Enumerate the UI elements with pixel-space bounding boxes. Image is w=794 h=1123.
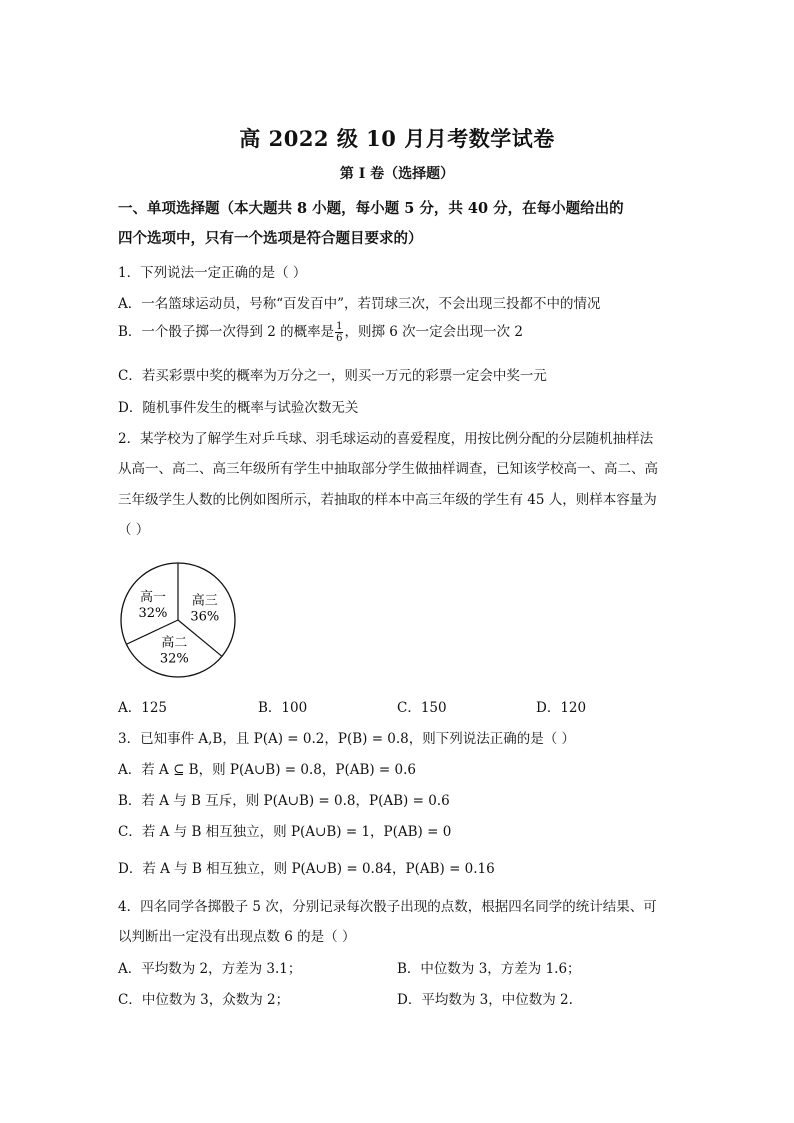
q2-option-a: A．125 [118,700,168,716]
q1-option-b [118,320,523,344]
q2-line1: 2．某学校为了解学生对乒乓球、羽毛球运动的喜爱程度，用按比例分配的分层随机抽样法 [118,431,654,447]
q1-option-a: A．一名篮球运动员，号称“百发百中”，若罚球三次，不会出现三投都不中的情况 [118,296,601,312]
q3-stem: 3．已知事件 A,B，且 P(A) = 0.2，P(B) = 0.8，则下列说法正确的是（ ） [118,731,576,747]
section-heading-line1: 一、单项选择题（本大题共 8 小题，每小题 5 分，共 40 分，在每小题给出的 [118,200,624,217]
q1-stem: 1．下列说法一定正确的是（ ） [118,265,307,281]
pie-chart [118,560,238,680]
q4-option-b: B．中位数为 3，方差为 1.6； [397,961,581,977]
fraction [335,321,343,344]
fraction-denominator: 6 [336,333,343,344]
q1-option-b-post: ，则掷 6 次一定会出现一次 2 [344,324,524,340]
q3-option-b: B．若 A 与 B 互斥，则 P(A∪B) = 0.8，P(AB) = 0.6 [118,793,450,809]
q4-option-c: C．中位数为 3，众数为 2； [118,992,290,1008]
q3-option-c: C．若 A 与 B 相互独立，则 P(A∪B) = 1，P(AB) = 0 [118,824,452,840]
q4-option-a: A．平均数为 2，方差为 3.1； [118,961,302,977]
q2-option-c: C．150 [397,700,447,716]
q2-line2: 从高一、高二、高三年级所有学生中抽取部分学生做抽样调查，已知该学校高一、高二、高 [118,461,658,477]
q1-option-d: D．随机事件发生的概率与试验次数无关 [118,400,359,416]
q3-option-d: D．若 A 与 B 相互独立，则 P(A∪B) = 0.84，P(AB) = 0.16 [118,861,495,877]
pie-slice-value: 36% [190,609,220,625]
pie-slice-label: 高二 [161,635,188,651]
section-heading-line2: 四个选项中，只有一个选项是符合题目要求的） [118,230,423,247]
pie-slice-label: 高三 [191,593,218,609]
q2-option-d: D．120 [536,700,587,716]
q3-option-a: A．若 A ⊆ B，则 P(A∪B) = 0.8，P(AB) = 0.6 [118,762,417,778]
q2-line3: 三年级学生人数的比例如图所示，若抽取的样本中高三年级的学生有 45 人，则样本容量为 [118,492,657,508]
q1-option-b-pre: B．一个骰子掷一次得到 2 的概率是 [118,324,335,340]
fraction-numerator: 1 [336,321,343,332]
q4-option-d: D．平均数为 3，中位数为 2. [397,992,573,1008]
q4-line1: 4．四名同学各掷骰子 5 次，分别记录每次骰子出现的点数，根据四名同学的统计结果、可 [118,899,657,915]
pie-slice-value: 32% [138,606,168,622]
pie-slice-label: 高一 [139,590,166,606]
section-subtitle: 第 I 卷（选择题） [339,166,455,182]
q2-line4: （ ） [118,522,150,538]
pie-slice-value: 32% [159,651,189,667]
page-title: 高 2022 级 10 月月考数学试卷 [239,126,555,151]
q4-line2: 以判断出一定没有出现点数 6 的是（ ） [118,929,356,945]
q2-option-b: B．100 [258,700,308,716]
q1-option-c: C．若买彩票中奖的概率为万分之一，则买一万元的彩票一定会中奖一元 [118,368,547,384]
